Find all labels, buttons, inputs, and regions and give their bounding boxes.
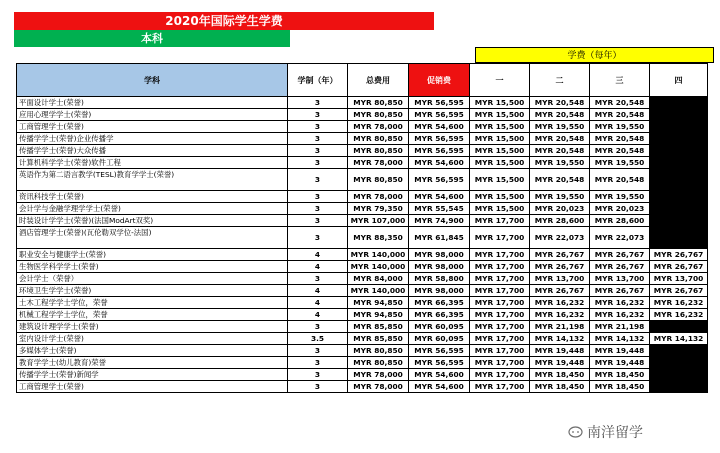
cell-y4: MYR 26,767 [650,249,708,261]
header-year-3: 三 [590,64,650,97]
table-row [17,369,708,381]
cell-total: MYR 79,350 [348,203,409,215]
table-row [17,121,708,133]
cell-total: MYR 94,850 [348,309,409,321]
cell-promo: MYR 98,000 [409,249,470,261]
cell-major: 环境卫生学学士(荣誉) [17,285,288,297]
cell-y4 [650,109,708,121]
cell-y3: MYR 20,548 [590,109,650,121]
cell-y4 [650,357,708,369]
cell-promo: MYR 55,545 [409,203,470,215]
cell-duration: 3 [288,169,348,191]
cell-promo: MYR 56,595 [409,357,470,369]
cell-total: MYR 78,000 [348,381,409,393]
cell-y1: MYR 17,700 [470,261,530,273]
cell-promo: MYR 61,845 [409,227,470,249]
table-row [17,227,708,249]
table-row [17,191,708,203]
cell-total: MYR 80,850 [348,145,409,157]
cell-y3: MYR 20,548 [590,145,650,157]
cell-y3: MYR 18,450 [590,381,650,393]
cell-y4 [650,145,708,157]
cell-y3: MYR 16,232 [590,297,650,309]
cell-y1: MYR 17,700 [470,321,530,333]
cell-total: MYR 84,000 [348,273,409,285]
cell-total: MYR 80,850 [348,345,409,357]
cell-y4 [650,203,708,215]
cell-major: 土木工程学学士学位，荣誉 [17,297,288,309]
cell-y4: MYR 13,700 [650,273,708,285]
cell-total: MYR 78,000 [348,157,409,169]
cell-duration: 3 [288,109,348,121]
cell-y1: MYR 17,700 [470,345,530,357]
cell-y4 [650,215,708,227]
cell-total: MYR 140,000 [348,261,409,273]
cell-y3: MYR 18,450 [590,369,650,381]
cell-major: 机械工程学学士学位，荣誉 [17,309,288,321]
cell-duration: 4 [288,261,348,273]
cell-y2: MYR 18,450 [530,381,590,393]
cell-y2: MYR 19,550 [530,191,590,203]
table-row [17,249,708,261]
cell-total: MYR 107,000 [348,215,409,227]
cell-y4 [650,345,708,357]
cell-y3: MYR 13,700 [590,273,650,285]
table-row [17,297,708,309]
cell-major: 平面设计学士(荣誉) [17,97,288,109]
cell-total: MYR 140,000 [348,249,409,261]
cell-total: MYR 94,850 [348,297,409,309]
cell-y4: MYR 26,767 [650,261,708,273]
cell-y3: MYR 20,023 [590,203,650,215]
cell-y1: MYR 17,700 [470,333,530,345]
cell-y2: MYR 19,550 [530,157,590,169]
cell-y2: MYR 28,600 [530,215,590,227]
cell-promo: MYR 56,595 [409,169,470,191]
cell-total: MYR 78,000 [348,191,409,203]
header-promo: 促销费 [409,64,470,97]
cell-major: 生物医学科学学士(荣誉) [17,261,288,273]
cell-major: 传播学学士(荣誉)企业传播学 [17,133,288,145]
fee-per-year-header: 学费（每年） [475,47,714,63]
cell-promo: MYR 56,595 [409,133,470,145]
cell-major: 工商管理学士(荣誉) [17,121,288,133]
cell-duration: 3 [288,369,348,381]
cell-y3: MYR 20,548 [590,97,650,109]
cell-y4 [650,133,708,145]
cell-duration: 4 [288,285,348,297]
cell-duration: 3 [288,321,348,333]
cell-y4: MYR 14,132 [650,333,708,345]
cell-promo: MYR 66,395 [409,297,470,309]
cell-duration: 3 [288,121,348,133]
cell-y1: MYR 17,700 [470,273,530,285]
header-year-1: 一 [470,64,530,97]
cell-y4: MYR 16,232 [650,309,708,321]
cell-y4 [650,157,708,169]
cell-total: MYR 78,000 [348,369,409,381]
cell-y2: MYR 21,198 [530,321,590,333]
cell-y2: MYR 20,548 [530,145,590,157]
section-label: 本科 [14,30,290,47]
cell-promo: MYR 66,395 [409,309,470,321]
cell-duration: 4 [288,249,348,261]
cell-y2: MYR 22,073 [530,227,590,249]
cell-duration: 3 [288,227,348,249]
cell-y3: MYR 19,550 [590,191,650,203]
cell-duration: 3 [288,273,348,285]
cell-total: MYR 85,850 [348,321,409,333]
cell-y2: MYR 20,548 [530,133,590,145]
cell-y1: MYR 15,500 [470,121,530,133]
cell-y3: MYR 19,448 [590,357,650,369]
cell-duration: 3.5 [288,333,348,345]
cell-duration: 3 [288,345,348,357]
cell-duration: 3 [288,203,348,215]
cell-y2: MYR 19,448 [530,357,590,369]
cell-duration: 3 [288,145,348,157]
cell-y3: MYR 28,600 [590,215,650,227]
table-row [17,109,708,121]
cell-y2: MYR 20,548 [530,169,590,191]
cell-promo: MYR 54,600 [409,369,470,381]
header-duration: 学制（年） [288,64,348,97]
cell-y4 [650,321,708,333]
cell-y1: MYR 17,700 [470,249,530,261]
cell-promo: MYR 98,000 [409,261,470,273]
cell-y4 [650,191,708,203]
cell-y3: MYR 19,550 [590,157,650,169]
cell-total: MYR 80,850 [348,169,409,191]
cell-duration: 3 [288,157,348,169]
cell-y1: MYR 15,500 [470,157,530,169]
cell-y2: MYR 26,767 [530,261,590,273]
cell-promo: MYR 60,095 [409,321,470,333]
cell-y3: MYR 19,550 [590,121,650,133]
table-row [17,133,708,145]
cell-promo: MYR 56,595 [409,109,470,121]
cell-y3: MYR 14,132 [590,333,650,345]
cell-major: 建筑设计理学学士(荣誉) [17,321,288,333]
cell-y2: MYR 26,767 [530,249,590,261]
cell-y4 [650,381,708,393]
cell-y4: MYR 26,767 [650,285,708,297]
cell-major: 传播学学士(荣誉)新闻学 [17,369,288,381]
cell-promo: MYR 54,600 [409,381,470,393]
cell-duration: 3 [288,357,348,369]
cell-y3: MYR 19,448 [590,345,650,357]
cell-y2: MYR 13,700 [530,273,590,285]
cell-y1: MYR 17,700 [470,215,530,227]
cell-duration: 3 [288,97,348,109]
cell-major: 多媒体学士(荣誉) [17,345,288,357]
cell-duration: 3 [288,191,348,203]
table-row [17,97,708,109]
cell-y2: MYR 20,548 [530,97,590,109]
cell-y4 [650,369,708,381]
header-year-2: 二 [530,64,590,97]
cell-y2: MYR 16,232 [530,297,590,309]
cell-y1: MYR 17,700 [470,297,530,309]
fee-sheet [14,12,714,442]
cell-major: 室内设计学士(荣誉) [17,333,288,345]
table-row [17,345,708,357]
header-year-4: 四 [650,64,708,97]
cell-y2: MYR 16,232 [530,309,590,321]
cell-major: 计算机科学学士(荣誉)软件工程 [17,157,288,169]
cell-major: 职业安全与健康学士(荣誉) [17,249,288,261]
table-row [17,333,708,345]
table-row [17,321,708,333]
cell-promo: MYR 54,600 [409,121,470,133]
cell-promo: MYR 56,595 [409,345,470,357]
cell-y4 [650,97,708,109]
cell-y2: MYR 26,767 [530,285,590,297]
cell-y1: MYR 17,700 [470,309,530,321]
cell-major: 传播学学士(荣誉)大众传播 [17,145,288,157]
table-row [17,215,708,227]
cell-y4 [650,169,708,191]
watermark [568,422,643,442]
cell-major: 时装设计学学士(荣誉)(法国ModArt双奖) [17,215,288,227]
cell-y1: MYR 17,700 [470,227,530,249]
cell-y1: MYR 17,700 [470,285,530,297]
chat-bubble-icon [568,426,583,439]
cell-y4: MYR 16,232 [650,297,708,309]
cell-y1: MYR 17,700 [470,369,530,381]
cell-major: 应用心理学学士(荣誉) [17,109,288,121]
table-row [17,203,708,215]
cell-total: MYR 78,000 [348,121,409,133]
cell-total: MYR 80,850 [348,109,409,121]
cell-promo: MYR 54,600 [409,157,470,169]
cell-major: 会计学与金融学理学学士(荣誉) [17,203,288,215]
cell-total: MYR 80,850 [348,357,409,369]
cell-y1: MYR 15,500 [470,169,530,191]
cell-y2: MYR 20,023 [530,203,590,215]
cell-promo: MYR 98,000 [409,285,470,297]
cell-y3: MYR 26,767 [590,285,650,297]
cell-total: MYR 85,850 [348,333,409,345]
table-row [17,309,708,321]
cell-y3: MYR 26,767 [590,249,650,261]
table-row [17,357,708,369]
cell-y3: MYR 20,548 [590,133,650,145]
cell-promo: MYR 54,600 [409,191,470,203]
cell-y2: MYR 20,548 [530,109,590,121]
table-row [17,285,708,297]
cell-y1: MYR 15,500 [470,97,530,109]
cell-total: MYR 88,350 [348,227,409,249]
header-row [17,64,708,97]
cell-promo: MYR 56,595 [409,97,470,109]
cell-y2: MYR 14,132 [530,333,590,345]
cell-total: MYR 140,000 [348,285,409,297]
cell-major: 会计学士（荣誉） [17,273,288,285]
cell-y2: MYR 18,450 [530,369,590,381]
cell-y2: MYR 19,448 [530,345,590,357]
cell-y1: MYR 17,700 [470,357,530,369]
table-row [17,261,708,273]
cell-y3: MYR 26,767 [590,261,650,273]
cell-y1: MYR 15,500 [470,191,530,203]
cell-y2: MYR 19,550 [530,121,590,133]
table-row [17,157,708,169]
cell-duration: 4 [288,309,348,321]
header-total: 总费用 [348,64,409,97]
cell-major: 资讯科技学士(荣誉) [17,191,288,203]
cell-major: 工商管理学士(荣誉) [17,381,288,393]
cell-y3: MYR 16,232 [590,309,650,321]
cell-y1: MYR 15,500 [470,203,530,215]
watermark-text: 南洋留学 [587,425,643,441]
header-major: 学科 [17,64,288,97]
cell-y1: MYR 15,500 [470,145,530,157]
cell-y1: MYR 17,700 [470,381,530,393]
cell-y3: MYR 20,548 [590,169,650,191]
cell-y3: MYR 22,073 [590,227,650,249]
cell-duration: 4 [288,297,348,309]
cell-major: 英语作为第二语言教学(TESL)教育学学士(荣誉) [17,169,288,191]
cell-promo: MYR 60,095 [409,333,470,345]
cell-y1: MYR 15,500 [470,133,530,145]
table-row [17,273,708,285]
cell-duration: 3 [288,381,348,393]
table-row [17,145,708,157]
cell-y1: MYR 15,500 [470,109,530,121]
cell-promo: MYR 56,595 [409,145,470,157]
cell-promo: MYR 74,900 [409,215,470,227]
cell-major: 酒店管理学士(荣誉)(瓦伦勒双学位-法国) [17,227,288,249]
table-row [17,381,708,393]
cell-y4 [650,121,708,133]
cell-duration: 3 [288,133,348,145]
cell-total: MYR 80,850 [348,133,409,145]
cell-y4 [650,227,708,249]
cell-y3: MYR 21,198 [590,321,650,333]
cell-total: MYR 80,850 [348,97,409,109]
sheet-title: 2020年国际学生学费 [14,12,434,30]
cell-major: 教育学学士(幼儿教育)荣誉 [17,357,288,369]
cell-promo: MYR 58,800 [409,273,470,285]
cell-duration: 3 [288,215,348,227]
table-row [17,169,708,191]
fee-table [16,63,708,393]
